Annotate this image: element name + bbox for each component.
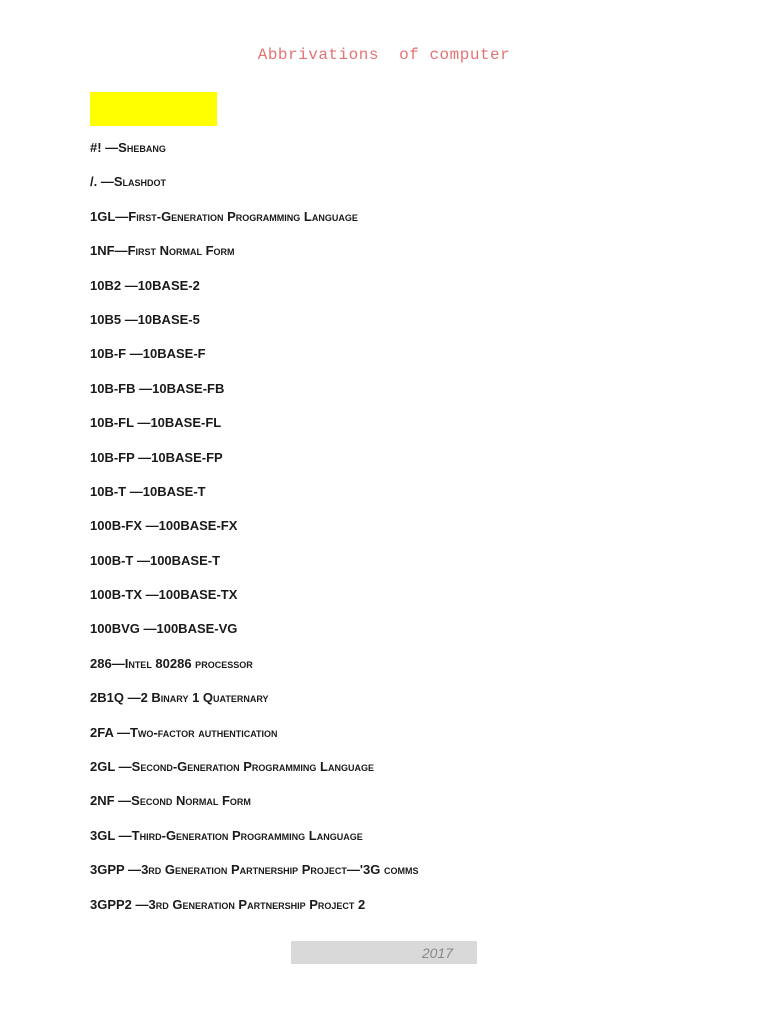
entry-abbreviation: 10B-FB — bbox=[90, 380, 153, 396]
entry-abbreviation: 10B5 — bbox=[90, 311, 138, 327]
abbreviation-list bbox=[90, 137, 730, 928]
entry-abbreviation: 100B-FX — bbox=[90, 518, 159, 534]
list-item bbox=[90, 825, 730, 859]
footer-band bbox=[291, 941, 477, 964]
list-item bbox=[90, 790, 730, 824]
entry-definition: 10BASE-5 bbox=[137, 311, 200, 327]
list-item bbox=[90, 481, 730, 515]
entry-definition: First Normal Form bbox=[127, 243, 235, 259]
entry-definition: 10BASE-F bbox=[142, 346, 206, 362]
list-item bbox=[90, 859, 730, 893]
entry-definition: Second Normal Form bbox=[131, 793, 251, 809]
list-item bbox=[90, 309, 730, 343]
entry-definition: 100BASE-TX bbox=[158, 587, 238, 603]
entry-abbreviation: 10B-FL — bbox=[90, 415, 151, 431]
list-item bbox=[90, 653, 730, 687]
list-item bbox=[90, 894, 730, 928]
entry-definition: Intel 80286 processor bbox=[124, 655, 253, 671]
entry-definition: 100BASE-T bbox=[149, 552, 221, 568]
list-item bbox=[90, 275, 730, 309]
entry-abbreviation: /. — bbox=[90, 174, 114, 190]
entry-definition: 100BASE-FX bbox=[158, 518, 238, 534]
entry-abbreviation: 2NF — bbox=[90, 793, 132, 809]
list-item bbox=[90, 756, 730, 790]
list-item bbox=[90, 722, 730, 756]
footer-year: 2017 bbox=[421, 945, 453, 961]
entry-definition: 2 Binary 1 Quaternary bbox=[140, 690, 269, 706]
entry-abbreviation: 100B-T — bbox=[90, 552, 150, 568]
entry-definition: First-Generation Programming Language bbox=[128, 208, 358, 224]
list-item bbox=[90, 687, 730, 721]
list-item bbox=[90, 447, 730, 481]
entry-definition: Second-Generation Programming Language bbox=[131, 759, 374, 775]
list-item bbox=[90, 240, 730, 274]
list-item bbox=[90, 584, 730, 618]
list-item bbox=[90, 550, 730, 584]
list-item bbox=[90, 515, 730, 549]
list-item bbox=[90, 412, 730, 446]
entry-abbreviation: 2GL — bbox=[90, 759, 132, 775]
entry-definition: 3rd Generation Partnership Project 2 bbox=[148, 896, 366, 912]
entry-abbreviation: 100BVG — bbox=[90, 621, 157, 637]
entry-definition: 10BASE-FB bbox=[152, 380, 225, 396]
entry-abbreviation: 286— bbox=[90, 655, 125, 671]
highlight-block bbox=[90, 92, 217, 126]
entry-abbreviation: 3GL — bbox=[90, 827, 132, 843]
list-item bbox=[90, 171, 730, 205]
list-item bbox=[90, 343, 730, 377]
entry-abbreviation: 10B-FP — bbox=[90, 449, 152, 465]
entry-abbreviation: 100B-TX — bbox=[90, 587, 159, 603]
entry-abbreviation: 3GPP — bbox=[90, 862, 142, 878]
entry-abbreviation: 1NF— bbox=[90, 243, 128, 259]
entry-abbreviation: 10B-F — bbox=[90, 346, 143, 362]
entry-definition: Two-factor authentication bbox=[129, 724, 278, 740]
entry-definition: 10BASE-FP bbox=[151, 449, 223, 465]
entry-definition: 10BASE-FL bbox=[150, 415, 222, 431]
entry-abbreviation: 3GPP2 — bbox=[90, 896, 149, 912]
entry-abbreviation: 2FA — bbox=[90, 724, 130, 740]
list-item bbox=[90, 206, 730, 240]
entry-definition: 10BASE-T bbox=[142, 483, 206, 499]
entry-definition: 10BASE-2 bbox=[137, 277, 200, 293]
entry-definition: Slashdot bbox=[113, 174, 167, 190]
list-item bbox=[90, 618, 730, 652]
entry-abbreviation: #! — bbox=[90, 140, 119, 155]
entry-abbreviation: 2B1Q — bbox=[90, 690, 141, 706]
entry-abbreviation: 10B-T — bbox=[90, 483, 143, 499]
entry-abbreviation: 10B2 — bbox=[90, 277, 138, 293]
entry-definition: Third-Generation Programming Language bbox=[131, 827, 363, 843]
page-title: Abbrivations of computer bbox=[257, 46, 511, 64]
entry-definition: 100BASE-VG bbox=[156, 621, 238, 637]
list-item bbox=[90, 378, 730, 412]
entry-definition: 3rd Generation Partnership Project—'3G comms bbox=[141, 862, 419, 878]
entry-abbreviation: 1GL— bbox=[90, 208, 129, 224]
entry-definition: Shebang bbox=[118, 140, 166, 155]
list-item bbox=[90, 137, 730, 171]
